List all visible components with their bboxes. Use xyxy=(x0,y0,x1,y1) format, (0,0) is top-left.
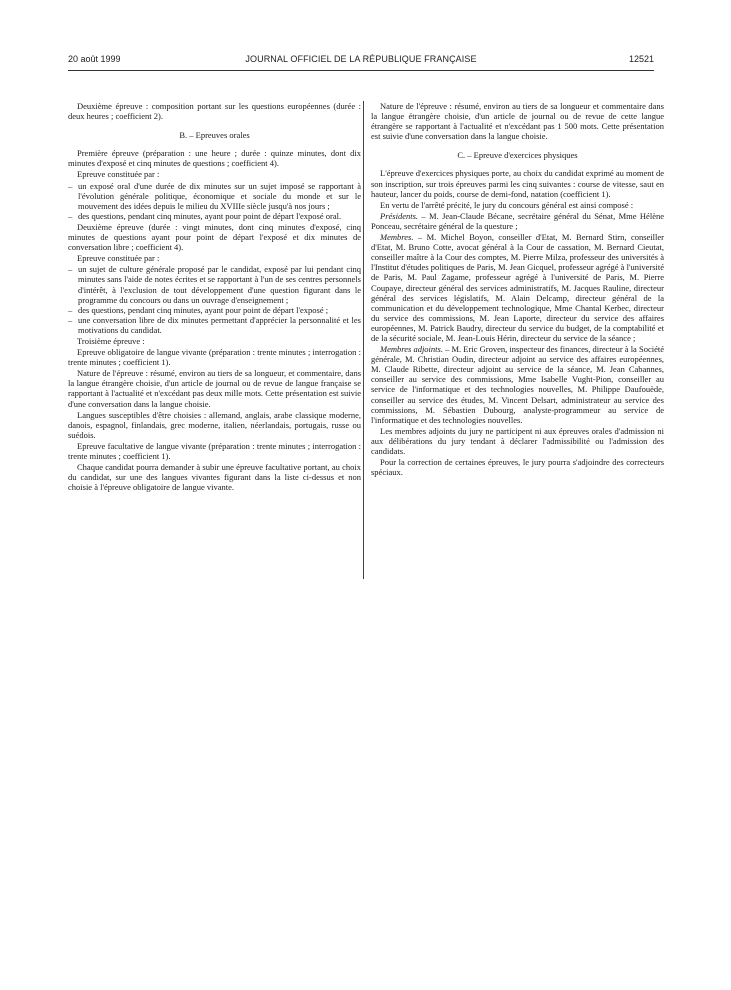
paragraph: En vertu de l'arrêté précité, le jury du concours général est ainsi composé : xyxy=(380,199,634,210)
presidents-label: Présidents. xyxy=(380,210,419,221)
paragraph: Epreuve facultative de langue vivante (préparation : trente minutes ; interrogation : trente minutes ; coefficient 1). xyxy=(68,440,361,461)
item-list xyxy=(68,181,361,221)
paragraph: Epreuve constituée par : xyxy=(77,169,160,180)
list-item: – un exposé oral d'une durée de dix minutes sur un sujet imposé se rapportant à l'évolution générale politique, économique et sociale du monde et sur le mouvement des idées depuis le milieu du XVIIIe siècle jusqu'à nos jours ; xyxy=(68,180,361,211)
members-label: Membres. xyxy=(380,232,414,243)
page-header xyxy=(68,54,654,70)
jury-adjunct-members xyxy=(371,344,664,425)
paragraph: Deuxième épreuve (durée : vingt minutes, dont cinq minutes d'exposé, cinq minutes de questions ayant pour point de départ l'exposé et dix minutes de conversation libre ; coefficient 4). xyxy=(68,221,361,253)
left-column xyxy=(68,101,361,493)
list-item: – des questions, pendant cinq minutes, ayant pour point de départ l'exposé oral. xyxy=(68,210,342,221)
members-text: – M. Michel Boyon, conseiller d'Etat, M. Bernard Stirn, conseiller d'Etat, M. Bruno Cotte, avocat général à la Cour de cassation, M. Bernard Cieutat, conseiller maître à la Cour des comptes, M. Pierre Milza, professeur des universités à l'Institut d'études politiques de Paris, M. Jean Gicquel, professeur agrégé à l'université de Paris, M. Paul Zagame, professeur agrégé à l'université de Paris, M. Pierre Coupaye, directeur général des services administratifs, M. Jacques Rauline, directeur général des services législatifs, M. Alain Delcamp, directeur général de la communication et du développement technologique, Mme Chantal Kerbec, directeur du service des commissions, M. Jean Laporte, directeur du service des affaires européennes, M. Patrick Baudry, directeur du service du budget, de la comptabilité et de la sécurité sociale, M. Jean-Louis Hérin, directeur du service de la séance ; xyxy=(371,232,664,343)
item-list xyxy=(68,264,361,335)
jury-members xyxy=(371,232,664,343)
section-heading-oral: B. – Epreuves orales xyxy=(179,130,250,141)
paragraph: Epreuve constituée par : xyxy=(77,253,160,264)
issue-date: 20 août 1999 xyxy=(68,54,121,64)
paragraph: Epreuve obligatoire de langue vivante (préparation : trente minutes ; interrogation : trente minutes ; coefficient 1). xyxy=(68,347,361,368)
page-number: 12521 xyxy=(628,54,654,64)
section-heading-physical: C. – Epreuve d'exercices physiques xyxy=(457,150,578,161)
list-item: – un sujet de culture générale proposé par le candidat, exposé par lui pendant cinq minutes sans l'aide de notes écrites et se rapportant à l'un de ses centres personnels d'intérêt, à l'exclusion de tout développement d'une question figurant dans le programme du concours ou dans un ouvrage d'enseignement ; xyxy=(68,264,361,305)
paragraph: Nature de l'épreuve : résumé, environ au tiers de sa longueur, et commentaire, dans la langue étrangère choisie, d'un article de journal ou de revue de langue française se rapportant à l'actualité et n'excédant pas deux mille mots. Cette présentation est suivie d'une conversation dans la langue choisie. xyxy=(68,368,361,409)
adjunct-label: Membres adjoints. xyxy=(380,344,443,355)
paragraph: Première épreuve (préparation : une heure ; durée : quinze minutes, dont dix minutes d'exposé et cinq minutes de questions ; coefficient 4). xyxy=(68,148,361,169)
paragraph: Deuxième épreuve : composition portant sur les questions européennes (durée : deux heures ; coefficient 2). xyxy=(68,101,361,122)
list-item: – des questions, pendant cinq minutes, ayant pour point de départ l'exposé ; xyxy=(68,304,329,315)
paragraph: Troisième épreuve : xyxy=(77,335,145,346)
paragraph: Les membres adjoints du jury ne participent ni aux épreuves orales d'admission ni aux délibérations du jury tendant à déclarer l'admissibilité ou l'admission des candidats. xyxy=(371,425,664,456)
right-column xyxy=(371,101,664,478)
column-divider xyxy=(363,101,364,579)
jury-presidents xyxy=(371,211,664,231)
adjunct-text: – M. Eric Groven, inspecteur des finances, directeur à la Société générale, M. Christian Oudin, directeur adjoint au service des affaires européennes, M. Claude Ribette, directeur adjoint au service de la séance, M. Jean Cabannes, conseiller au service des commissions, Mme Isabelle Vught-Pion, conseiller au service de l'informatique et des technologies nouvelles, M. Philippe Daufouède, conseiller au service des études, M. Vincent Delsart, administrateur au service des commissions, M. Sébastien Dubourg, analyste-programmeur au service de l'informatique et des technologies nouvelles. xyxy=(371,344,664,425)
paragraph: Nature de l'épreuve : résumé, environ au tiers de sa longueur et commentaire dans la langue étrangère choisie, d'un article de journal ou de revue de cette langue étrangère se rapportant à l'actualité et n'excédant pas 1 500 mots. Cette présentation est suivie d'une conversation dans la langue choisie. xyxy=(371,101,664,142)
paragraph: Chaque candidat pourra demander à subir une épreuve facultative portant, au choix du candidat, sur une des langues vivantes figurant dans la liste ci-dessus et non choisie à l'épreuve obligatoire de langue vivante. xyxy=(68,462,361,493)
paragraph: L'épreuve d'exercices physiques porte, au choix du candidat exprimé au moment de son inscription, sur trois épreuves parmi les cinq suivantes : course de vitesse, saut en hauteur, lancer du poids, course de demi-fond, natation (coefficient 1). xyxy=(371,168,664,199)
header-rule xyxy=(68,70,654,71)
list-item: – une conversation libre de dix minutes permettant d'apprécier la personnalité et les motivations du candidat. xyxy=(68,314,361,335)
presidents-text: – M. Jean-Claude Bécane, secrétaire général du Sénat, Mme Hélène Ponceau, secrétaire général de la questure ; xyxy=(371,210,664,231)
journal-title: JOURNAL OFFICIEL DE LA RÉPUBLIQUE FRANÇAISE xyxy=(245,54,477,64)
paragraph: Pour la correction de certaines épreuves, le jury pourra s'adjoindre des correcteurs spéciaux. xyxy=(371,457,664,478)
paragraph: Langues susceptibles d'être choisies : allemand, anglais, arabe classique moderne, danois, espagnol, finlandais, grec moderne, italien, néerlandais, portugais, russe ou suédois. xyxy=(68,409,361,440)
